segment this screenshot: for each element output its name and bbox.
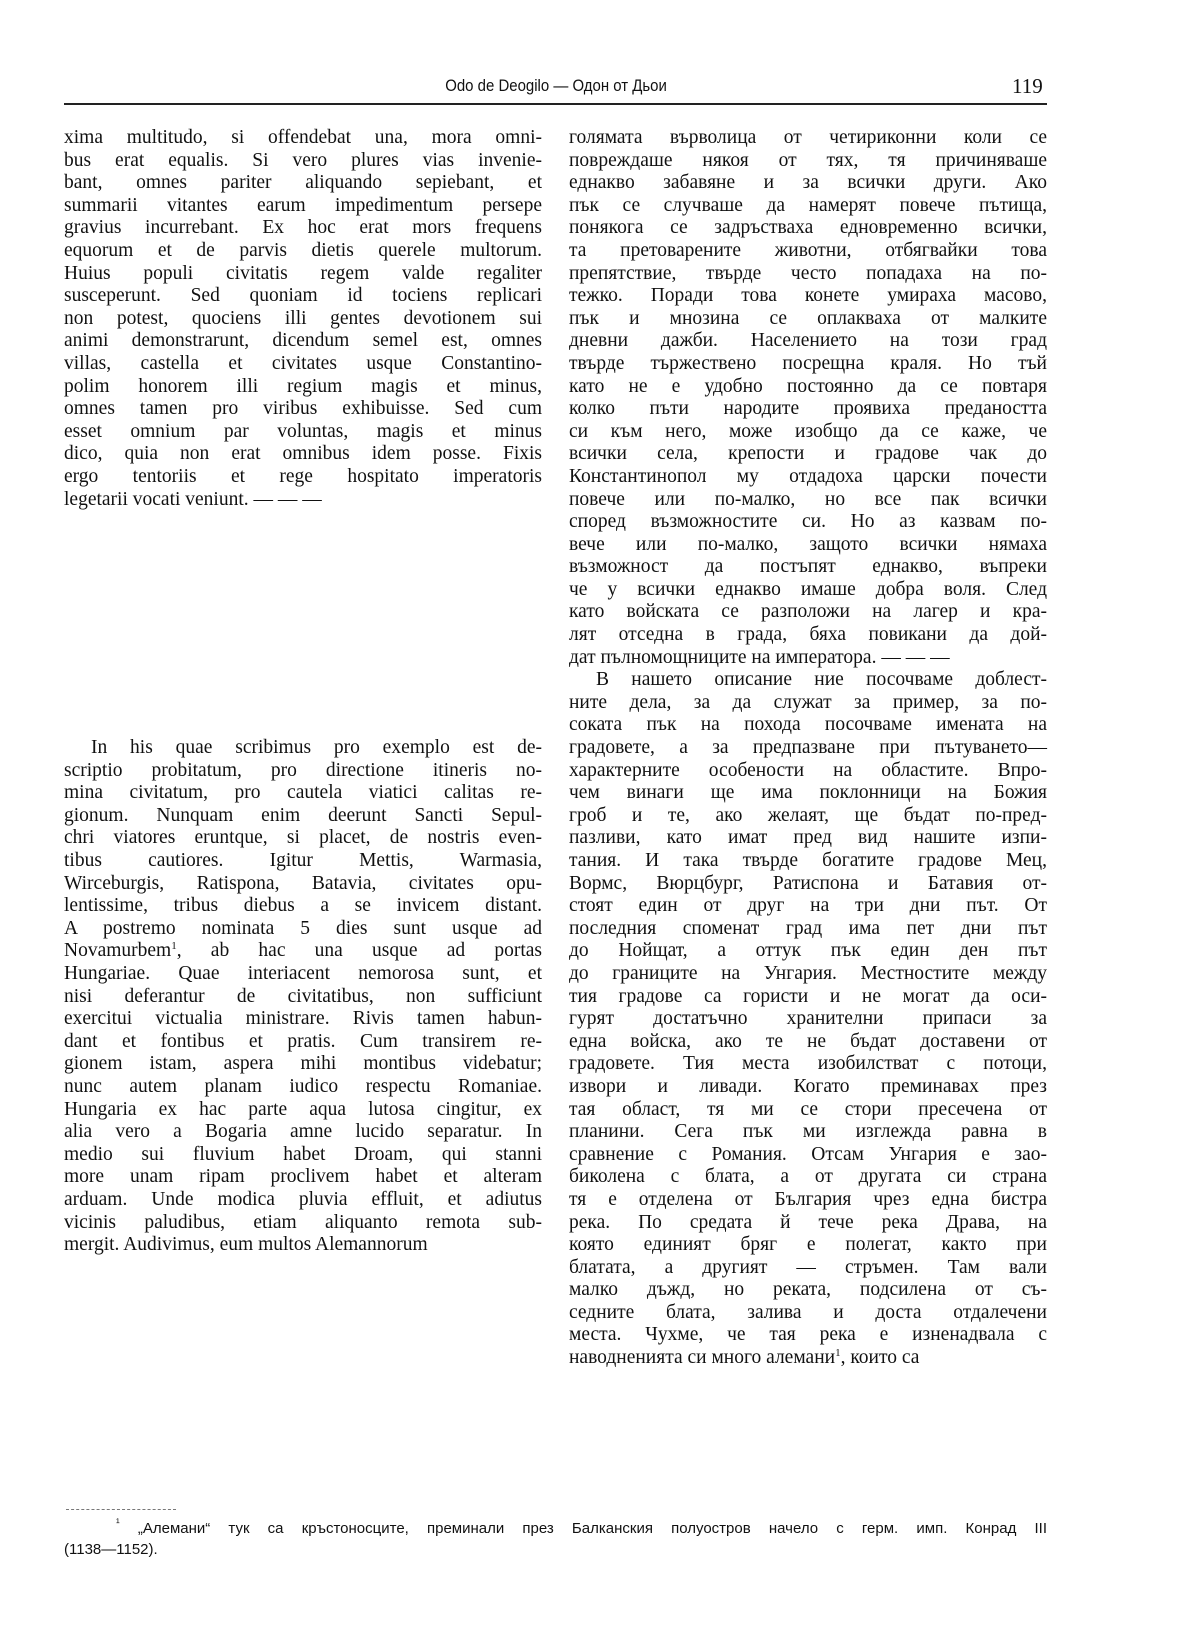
text-line: mina civitatum, pro cautela viatici calitas re-	[64, 782, 542, 804]
text-line: animi demonstrarunt, dicendum semel est, omnes	[64, 330, 542, 352]
text-line: Hungaria ex hac parte aqua lutosa cingitur, ex	[64, 1098, 542, 1120]
text-line: gionem istam, aspera mihi montibus videbatur;	[64, 1053, 542, 1075]
running-head	[65, 76, 1047, 102]
text-line: като не е удобно постоянно да се повтаря	[569, 375, 1047, 397]
text-line: Huius populi civitatis regem valde regaliter	[64, 262, 542, 284]
text-line: dico, quia non erat omnibus idem posse. Fixis	[64, 443, 542, 465]
text-line: bant, omnes pariter aliquando sepiebant, et	[64, 172, 542, 194]
text-line: Novamurbem$^1$, ab hac una usque ad portas	[64, 940, 542, 962]
text-line: лят отседна в града, бяха повикани да дой-	[569, 624, 1047, 646]
text-line: summarii vitantes earum impedimentum persepe	[64, 194, 542, 216]
latin-column	[64, 127, 542, 1257]
text-line: възможност да постъпят еднакво, въпреки	[569, 556, 1047, 578]
footnote	[64, 1518, 1047, 1560]
text-line: соката пък на похода посочваме имената на	[569, 714, 1047, 736]
text-line: alia vero a Bogaria amne lucido separatur. In	[64, 1121, 542, 1143]
text-line: сравнение с Романия. Отсам Унгария е зао-	[569, 1143, 1047, 1165]
text-line: В нашето описание ние посочваме доблест-	[596, 669, 1047, 691]
text-line: гроб и те, ако желаят, ще бъдат по-пред-	[569, 804, 1047, 826]
text-line: че у всички еднакво имаше добра воля. След	[569, 578, 1047, 600]
bulgarian-paragraph-1	[569, 127, 1047, 669]
running-title: Odo de Deogilo — Одон от Дьои	[445, 76, 667, 95]
text-line: характерните особености на областите. Впро-	[569, 759, 1047, 781]
text-line: седните блата, залива и доста отдалечени	[569, 1301, 1047, 1323]
text-line: тежко. Поради това конете умираха масово,	[569, 285, 1047, 307]
text-line: susceperunt. Sed quoniam id tociens replicari	[64, 285, 542, 307]
text-line: non potest, quociens illi gentes devotionem sui	[64, 307, 542, 329]
text-line: dant et fontibus et pratis. Cum transirem re-	[64, 1030, 542, 1052]
text-line: legetarii vocati veniunt. — — —	[64, 488, 322, 510]
footnote-reference[interactable]: 1	[171, 940, 177, 953]
text-line: понякога се задръстваха едновременно всички,	[569, 217, 1047, 239]
text-line: gionum. Nunquam enim deerunt Sancti Sepul-	[64, 804, 542, 826]
text-line: биколена с блата, а от другата си страна	[569, 1166, 1047, 1188]
text-line: пък и мнозина се оплакваха от малките	[569, 307, 1047, 329]
text-line: пък се случваше да намерят повече пътища,	[569, 194, 1047, 216]
text-line: тя е отделена от България чрез една бистра	[569, 1188, 1047, 1210]
text-line: vicinis paludibus, etiam aliquanto remota sub-	[64, 1211, 542, 1233]
text-line: чем винаги ще има поклонници на Божия	[569, 782, 1047, 804]
text-line: твърде тържествено посрещна краля. Но тъй	[569, 352, 1047, 374]
text-line: chri viatores eruntque, si placet, de nostris even-	[64, 827, 542, 849]
footnote-line-2: (1138—1152).	[64, 1541, 158, 1558]
text-line: си към него, може изобщо да се каже, че	[569, 420, 1047, 442]
text-line: дат пълномощниците на императора. — — —	[569, 646, 950, 668]
text-line: тия градове са гористи и не могат да оси-	[569, 985, 1047, 1007]
text-line: стоят един от друг на три дни път. От	[569, 895, 1047, 917]
text-line: nisi deferantur de civitatibus, non sufficiunt	[64, 985, 542, 1007]
text-line: Константинопол му отдадоха царски почести	[569, 465, 1047, 487]
text-line: според възможностите си. Но аз казвам по-	[569, 511, 1047, 533]
text-line: Hungariae. Quae interiacent nemorosa sunt, et	[64, 963, 542, 985]
text-line: препятствие, твърде често попадаха на по-	[569, 262, 1047, 284]
text-line: повреждаше някоя от тях, тя причиняваше	[569, 149, 1047, 171]
header-rule	[64, 103, 1047, 105]
latin-paragraph-1	[64, 127, 542, 511]
text-line: nunc autem planam iudico respectu Romaniae.	[64, 1076, 542, 1097]
text-line: scriptio probitatum, pro directione itineris no-	[64, 759, 542, 781]
text-line: gravius incurrebant. Ex hoc erat mors frequens	[64, 217, 542, 239]
footnote-reference[interactable]: 1	[835, 1347, 841, 1360]
text-line: omnes tamen pro viribus exhibuisse. Sed cum	[64, 398, 542, 420]
text-line: блатата, а другият — стръмен. Там вали	[569, 1256, 1047, 1278]
text-line: вече или по-малко, защото всички нямаха	[569, 533, 1047, 555]
text-line: всички села, крепости и градове чак до	[569, 443, 1047, 465]
text-line: тая област, тя ми се стори пресечена от	[569, 1098, 1047, 1120]
text-line: тания. И така твърде богатите градове Мец,	[569, 850, 1047, 871]
text-line: arduam. Unde modica pluvia effluit, et adiutus	[64, 1188, 542, 1210]
text-line: ergo tentoriis et rege hospitato imperatoris	[64, 465, 542, 487]
text-line: голямата върволица от четириконни коли се	[569, 127, 1047, 148]
text-line: polim honorem illi regium magis et minus,	[64, 375, 542, 397]
page-number: 119	[1012, 74, 1043, 98]
text-line: наводненията си много алемани$^1$, които са	[569, 1347, 920, 1369]
text-line: Вормс, Вюрцбург, Ратиспона и Батавия от-	[569, 872, 1047, 894]
text-line: дневни дажби. Населението на този град	[569, 330, 1047, 352]
text-line: градовете, а за предпазване при пътуването—	[569, 737, 1047, 759]
column-gap	[64, 511, 542, 737]
text-line: In his quae scribimus pro exemplo est de-	[91, 737, 542, 759]
text-line: места. Чухме, че тая река е изненадвала с	[569, 1324, 1047, 1346]
text-line: equorum et de parvis dietis querele multorum.	[64, 239, 542, 261]
text-line: mergit. Audivimus, eum multos Alemannorum	[64, 1234, 428, 1256]
footnote-text: „Алемани“ тук са кръстоносците, преминали през Балканския полуостров начело с герм. имп. Конрад III	[137, 1520, 1047, 1537]
text-line: lentissime, tribus diebus a se invicem distant.	[64, 895, 542, 917]
text-line: ните дела, за да служат за пример, за по-	[569, 691, 1047, 713]
footnote-rule	[66, 1509, 176, 1510]
text-line: последния споменат град има пет дни път	[569, 917, 1047, 939]
text-line: една войска, ако те не бъдат доставени от	[569, 1030, 1047, 1052]
text-line: река. По средата й тече река Драва, на	[569, 1211, 1047, 1233]
text-line: малко дъжд, но реката, подсилена от съ-	[569, 1279, 1047, 1301]
text-line: villas, castella et civitates usque Constantino-	[64, 352, 542, 374]
bulgarian-column	[569, 127, 1047, 1370]
text-line: до Нойщат, а оттук пък един ден път	[569, 940, 1047, 962]
text-line: като войската се разположи на лагер и кра-	[569, 601, 1047, 623]
text-line: A postremo nominata 5 dies sunt usque ad	[64, 917, 542, 939]
footnote-line-1	[64, 1518, 1047, 1539]
text-line: повече или по-малко, но все пак всички	[569, 488, 1047, 510]
text-line: извори и ливади. Когато преминавах през	[569, 1075, 1047, 1097]
latin-paragraph-2	[64, 737, 542, 1257]
text-line: еднакво забавяне и за всички други. Ако	[569, 172, 1047, 194]
text-line: пазливи, като имат пред вид нашите изпи-	[569, 827, 1047, 849]
footnote-marker: ¹	[116, 1517, 120, 1529]
text-line: tibus cautiores. Igitur Mettis, Warmasia,	[64, 850, 542, 872]
text-line: bus erat equalis. Si vero plures vias invenie-	[64, 149, 542, 171]
text-line: esset omnium par voluntas, magis et minus	[64, 420, 542, 442]
text-line: до границите на Унгария. Местностите между	[569, 962, 1047, 984]
text-line: която единият бряг е полегат, както при	[569, 1234, 1047, 1256]
text-line: more unam ripam proclivem habet et alteram	[64, 1166, 542, 1188]
text-line: планини. Сега пък ми изглежда равна в	[569, 1121, 1047, 1143]
text-line: колко пъти народите проявиха предаността	[569, 398, 1047, 420]
bulgarian-paragraph-2	[569, 669, 1047, 1369]
text-line: Wirceburgis, Ratispona, Batavia, civitates opu-	[64, 872, 542, 894]
text-line: medio sui fluvium habet Droam, qui stanni	[64, 1143, 542, 1165]
text-line: градовете. Тия места изобилстват с потоци,	[569, 1053, 1047, 1075]
text-line: exercitui victualia ministrare. Rivis tamen habun-	[64, 1008, 542, 1030]
text-line: гурят достатъчно хранителни припаси за	[569, 1008, 1047, 1030]
text-line: xima multitudo, si offendebat una, mora omni-	[64, 127, 542, 148]
text-line: та претоварените животни, отбягвайки това	[569, 239, 1047, 261]
